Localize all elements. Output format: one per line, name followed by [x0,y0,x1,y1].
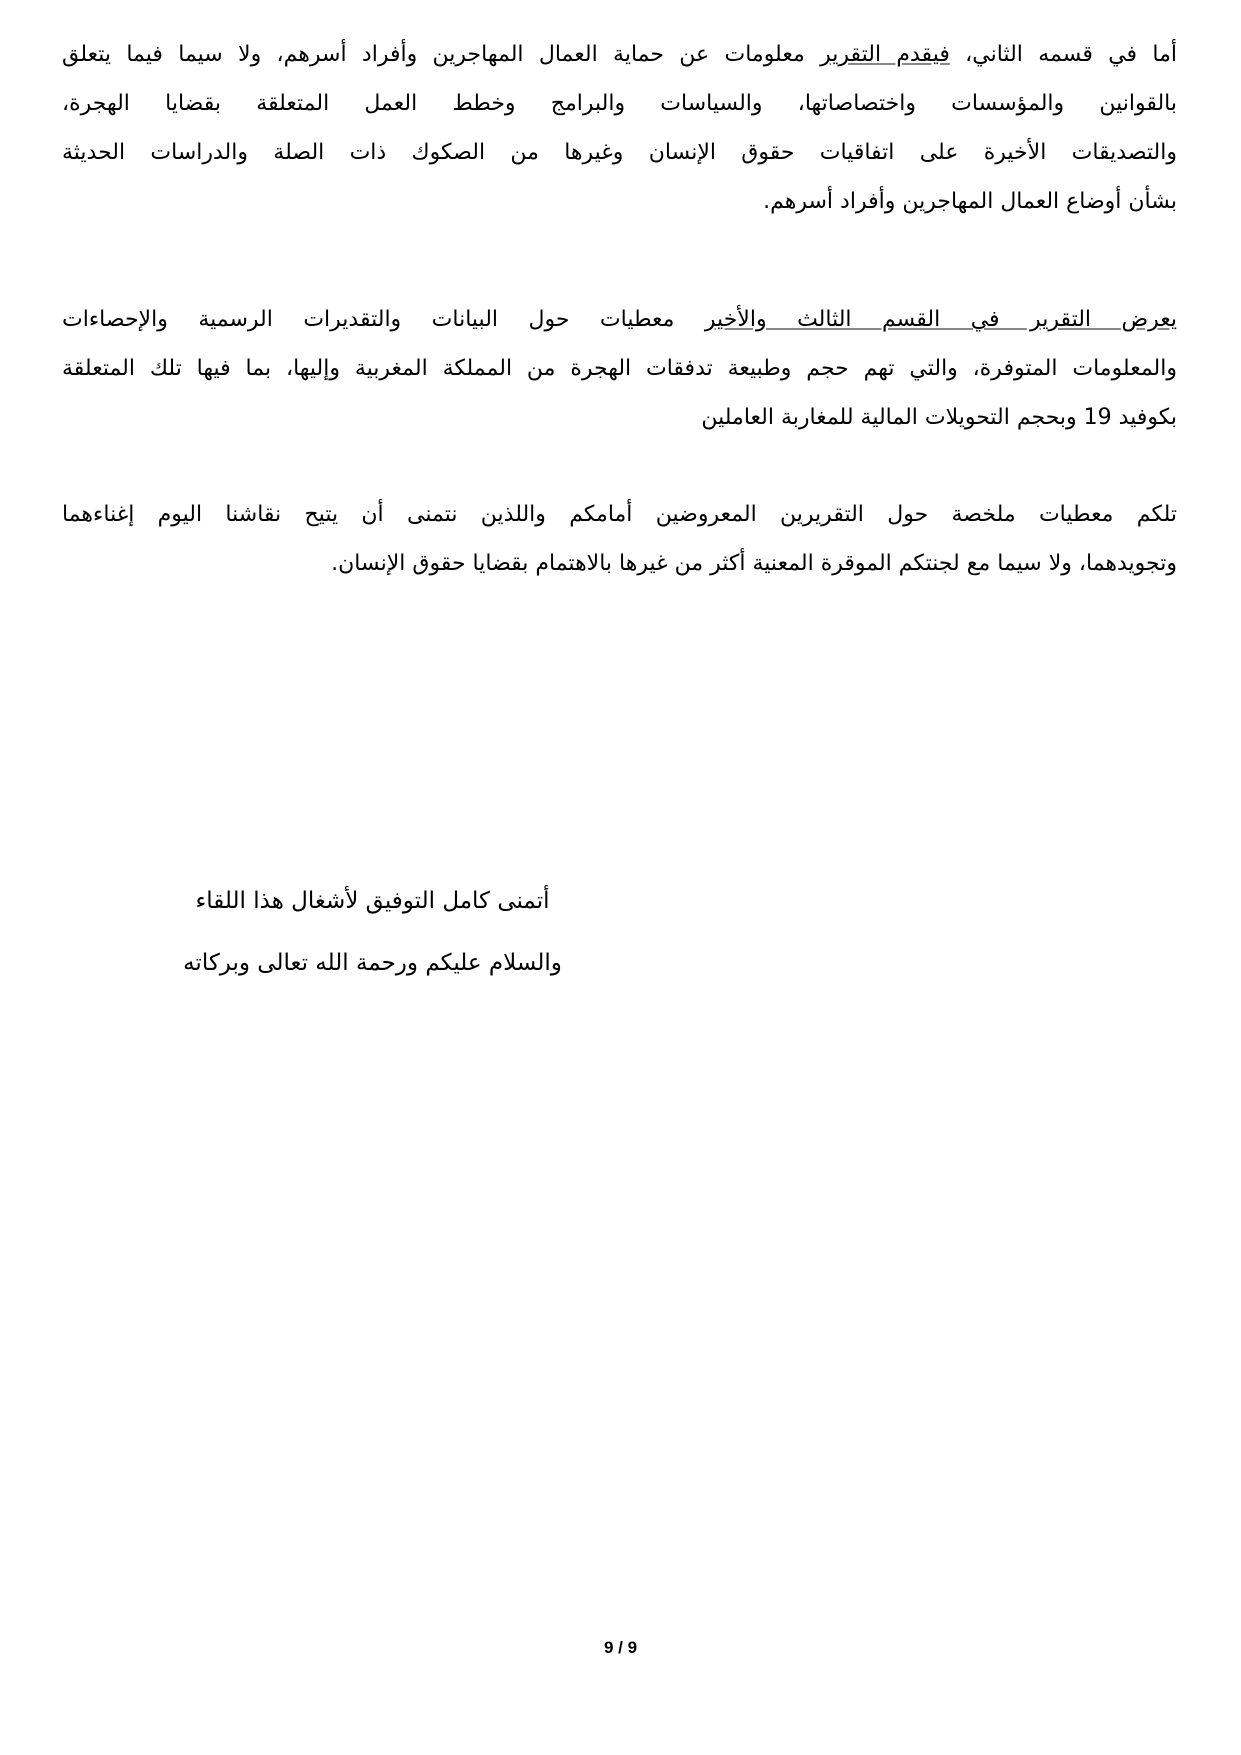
text-line: بشأن أوضاع العمال المهاجرين وأفراد أسرهم. [763,189,1177,214]
text-line: وتجويدهما، ولا سيما مع لجنتكم الموقرة المعنية أكثر من غيرها بالاهتمام بقضايا حقوق الإنسان. [331,551,1177,576]
page-number: 9 / 9 [603,1638,638,1657]
closing-remarks [150,870,595,994]
paragraph-summary [62,490,1177,588]
paragraph-section-three [62,295,1177,442]
text-line: بكوفيد 19 وبحجم التحويلات المالية للمغاربة العاملين [701,405,1177,430]
text-line: والمعلومات المتوفرة، والتي تهم حجم وطبيعة تدفقات الهجرة من المملكة المغربية وإليها، بما فيها تلك المتعلقة [62,356,1177,381]
text-line: يعرض التقرير في القسم الثالث والأخير معطيات حول البيانات والتقديرات الرسمية والإحصاءات [62,307,1177,332]
text-line: تلكم معطيات ملخصة حول التقريرين المعروضين أمامكم واللذين نتمنى أن يتيح نقاشنا اليوم إغناءهما [62,502,1177,527]
text-line: والتصديقات الأخيرة على اتفاقيات حقوق الإنسان وغيرها من الصكوك ذات الصلة والدراسات الحديثة [62,140,1177,165]
closing-line: أتمنى كامل التوفيق لأشغال هذا اللقاء [195,888,550,914]
paragraph-section-two [62,30,1177,226]
closing-line: والسلام عليكم ورحمة الله تعالى وبركاته [183,950,562,976]
text-line: أما في قسمه الثاني، فيقدم التقرير معلومات عن حماية العمال المهاجرين وأفراد أسرهم، ولا سيما فيما يتعلق [62,42,1177,67]
text-line: بالقوانين والمؤسسات واختصاصاتها، والسياسات والبرامج وخطط العمل المتعلقة بقضايا الهجرة، [62,91,1177,116]
